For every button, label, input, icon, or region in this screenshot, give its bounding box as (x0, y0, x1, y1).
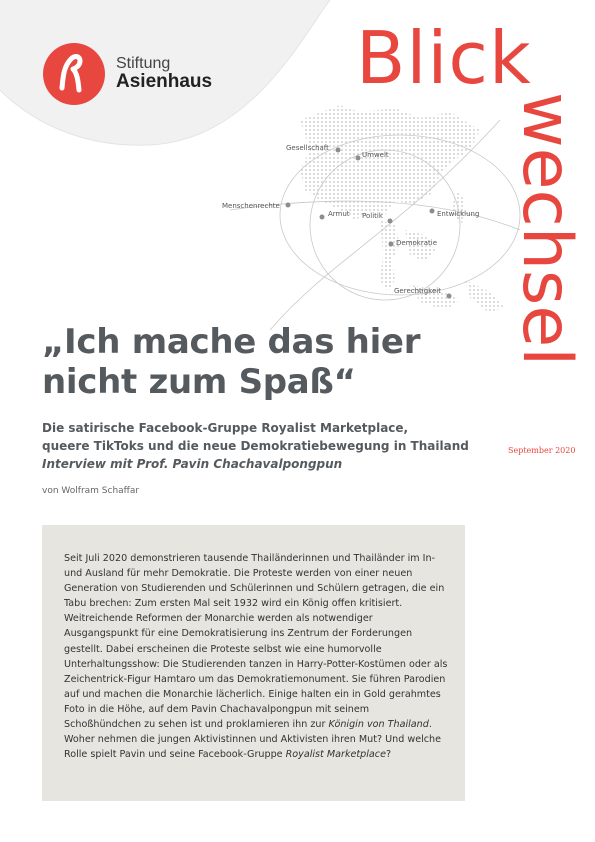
network-label-politik: Politik (362, 212, 383, 220)
intro-part-3: ? (385, 749, 392, 761)
subtitle-line-1: Die satirische Facebook-Gruppe Royalist Marketplace, (42, 421, 409, 435)
article-subtitle (42, 419, 512, 473)
network-label-demokratie: Demokratie (396, 239, 438, 247)
intro-emphasis-2: Royalist Marketplace (285, 749, 386, 761)
network-label-umwelt: Umwelt (362, 151, 389, 159)
network-label-gesellschaft: Gesellschaft (286, 144, 329, 152)
article-title (42, 322, 482, 402)
logo-line-asienhaus: Asienhaus (116, 71, 213, 93)
network-label-entwicklung: Entwicklung (437, 210, 480, 218)
masthead-blick: Blick (356, 16, 532, 100)
intro-part-1: Seit Juli 2020 demonstrieren tausende Thailänderinnen und Thailänder im In- und Ausland für mehr Demokratie. Die Proteste werden von einer neuen Generation von Studierenden und Schülerinnen und Schülern getragen, die ein Tabu brechen: Zum ersten Mal seit 1932 wird ein König offen kritisiert. Weitreichende Reformen der Monarchie werden als notwendiger Ausgangspunkt für eine Demokratisierung ins Zentrum der Forderungen gestellt. Dabei erscheinen die Proteste selbst wie eine humorvolle Unterhaltungsshow: Die Studierenden tanzen in Harry-Potter-Kostümen oder als Zeichentrick-Figur Hamtaro um das Demokratiemonument. Sie führen Parodien auf und machen die Monarchie lächerlich. Einige halten ein in Gold gerahmtes Foto in die Höhe, auf dem Pavin Chachavalpongpun mit seinem Schoßhündchen zu sehen ist und proklamieren ihn zur (64, 553, 448, 731)
logo-line-stiftung: Stiftung (116, 54, 171, 72)
title-line-1: „Ich mache das hier (42, 322, 421, 362)
author-byline: von Wolfram Schaffar (42, 486, 140, 496)
intro-text (64, 551, 449, 762)
subtitle-line-2: queere TikToks und die neue Demokratiebewegung in Thailand (42, 439, 469, 453)
subtitle-interview: Interview mit Prof. Pavin Chachavalpongpun (42, 457, 343, 471)
asienhaus-logo-icon (42, 42, 106, 106)
intro-emphasis-1: Königin von Thailand (328, 719, 429, 731)
masthead-wechsel: wechsel (507, 92, 586, 367)
network-label-menschenrechte: Menschenrechte (222, 202, 280, 210)
title-line-2: nicht zum Spaß“ (42, 362, 356, 402)
asia-map (300, 105, 505, 312)
issue-date: September 2020 (508, 446, 576, 455)
logo-wordmark (116, 56, 212, 93)
masthead-wechsel-wrapper (500, 92, 586, 437)
network-label-gerechtigkeit: Gerechtigkeit (394, 287, 441, 295)
intro-part-2: . Woher nehmen die jungen Aktivistinnen und Aktivisten ihren Mut? Und welche Rolle spielt Pavin und seine Facebook-Gruppe (64, 719, 442, 761)
network-label-armut: Armut (328, 210, 350, 218)
foundation-logo (42, 42, 212, 106)
